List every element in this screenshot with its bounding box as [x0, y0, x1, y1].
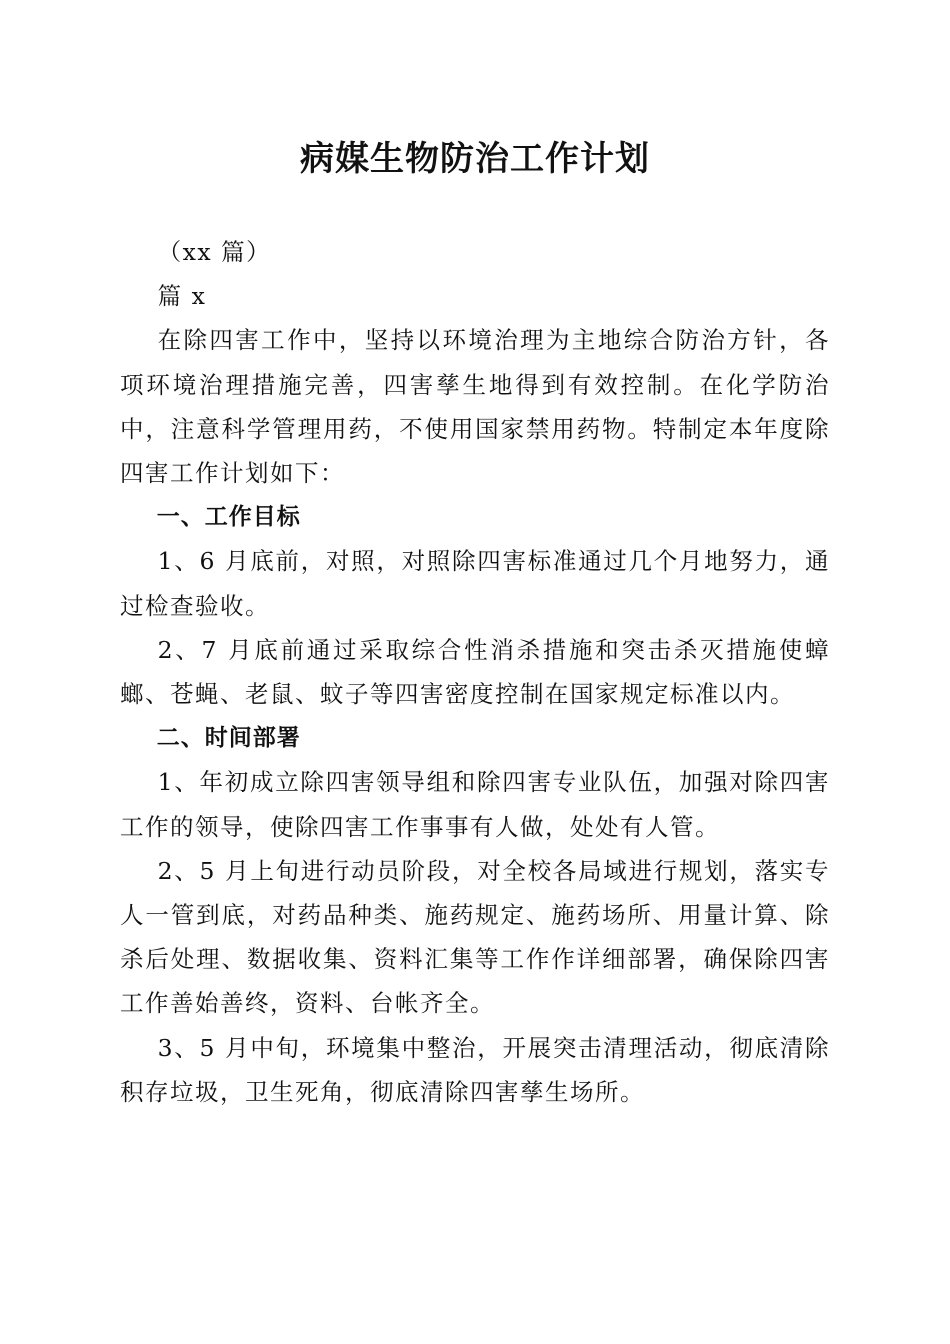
schedule-paragraph-2: 2、5 月上旬进行动员阶段，对全校各局域进行规划，落实专人一管到底，对药品种类、施药规定、施药场所、用量计算、除杀后处理、数据收集、资料汇集等工作作详细部署，确保除四害工作善始善终，资料、台帐齐全。	[120, 856, 830, 1018]
document-title: 病媒生物防治工作计划	[300, 139, 650, 179]
document-body	[120, 230, 830, 1114]
goal-paragraph-1: 1、6 月底前，对照，对照除四害标准通过几个月地努力，通过检查验收。	[120, 547, 830, 620]
schedule-paragraph-1: 1、年初成立除四害领导组和除四害专业队伍，加强对除四害工作的领导，使除四害工作事事有人做，处处有人管。	[120, 768, 830, 841]
section-label: 篇 x	[157, 282, 207, 311]
intro-paragraph: 在除四害工作中，坚持以环境治理为主地综合防治方针，各项环境治理措施完善，四害孳生地得到有效控制。在化学防治中，注意科学管理用药，不使用国家禁用药物。特制定本年度除四害工作计划如下：	[120, 326, 830, 488]
goal-paragraph-2: 2、7 月底前通过采取综合性消杀措施和突击杀灭措施使蟑螂、苍蝇、老鼠、蚊子等四害密度控制在国家规定标准以内。	[120, 635, 830, 709]
schedule-paragraph-3: 3、5 月中旬，环境集中整治，开展突击清理活动，彻底清除积存垃圾，卫生死角，彻底清除四害孳生场所。	[120, 1033, 830, 1106]
heading-work-goals: 一、工作目标	[156, 504, 301, 531]
heading-time-schedule: 二、时间部署	[156, 725, 301, 752]
subtitle: （xx 篇）	[157, 238, 272, 266]
